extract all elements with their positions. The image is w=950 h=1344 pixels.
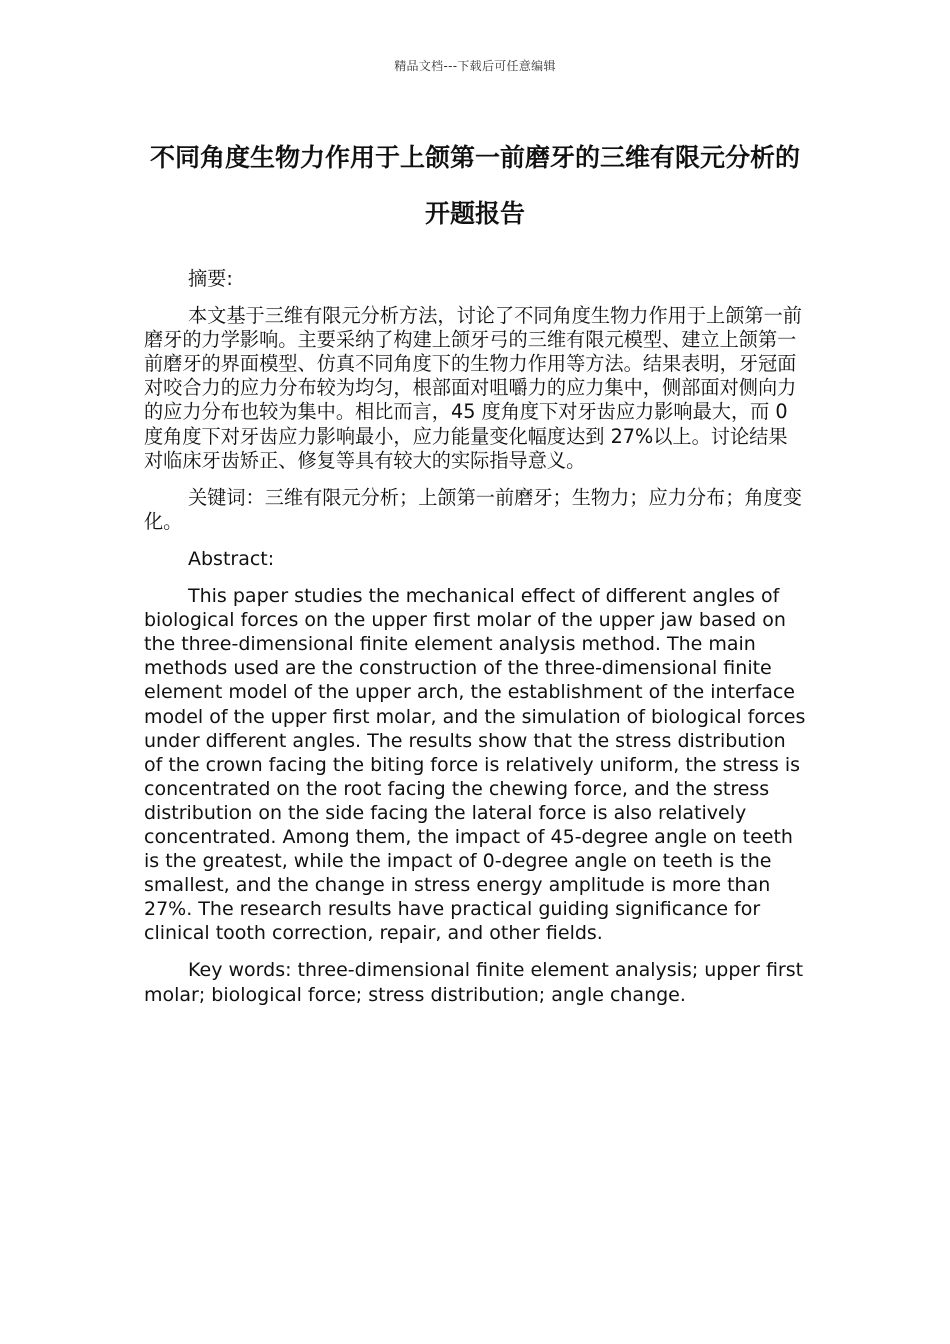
keywords-cn: 关键词：三维有限元分析；上颌第一前磨牙；生物力；应力分布；角度变化。 xyxy=(144,485,802,533)
keywords-en: Key words: three-dimensional finite element analysis; upper first molar; biological force; stress distribution; angle change. xyxy=(144,959,804,1006)
header-note: 精品文档---下载后可任意编辑 xyxy=(394,59,556,73)
abstract-en-heading: Abstract: xyxy=(188,547,275,570)
abstract-cn-heading: 摘要: xyxy=(188,267,233,290)
abstract-cn-body: 本文基于三维有限元分析方法，讨论了不同角度生物力作用于上颌第一前磨牙的力学影响。主要采纳了构建上颌牙弓的三维有限元模型、建立上颌第一前磨牙的界面模型、仿真不同角度下的生物力作用等方法。结果表明，牙冠面对咬合力的应力分布较为均匀，根部面对咀嚼力的应力集中，侧部面对侧向力的应力分布也较为集中。相比而言，45 度角度下对牙齿应力影响最大，而 0 度角度下对牙齿应力影响最小，应力能量变化幅度达到 27%以上。讨论结果对临床牙齿矫正、修复等具有较大的实际指导意义。 xyxy=(144,304,802,472)
document-body xyxy=(144,267,806,1020)
page-title: 不同角度生物力作用于上颌第一前磨牙的三维有限元分析的开题报告 xyxy=(149,143,800,228)
abstract-en-body: This paper studies the mechanical effect of different angles of biological forces on the upper first molar of the upper jaw based on the three-dimensional finite element analysis method. The main methods used are the construction of the three-dimensional finite element model of the upper arch, the establishment of the interface model of the upper first molar, and the simulation of biological forces under different angles. The results show that the stress distribution of the crown facing the biting force is relatively uniform, the stress is concentrated on the root facing the chewing force, and the stress distribution on the side facing the lateral force is also relatively concentrated. Among them, the impact of 45-degree angle on teeth is the greatest, while the impact of 0-degree angle on teeth is the smallest, and the change in stress energy amplitude is more than 27%. The research results have practical guiding significance for clinical tooth correction, repair, and other fields. xyxy=(144,585,806,945)
